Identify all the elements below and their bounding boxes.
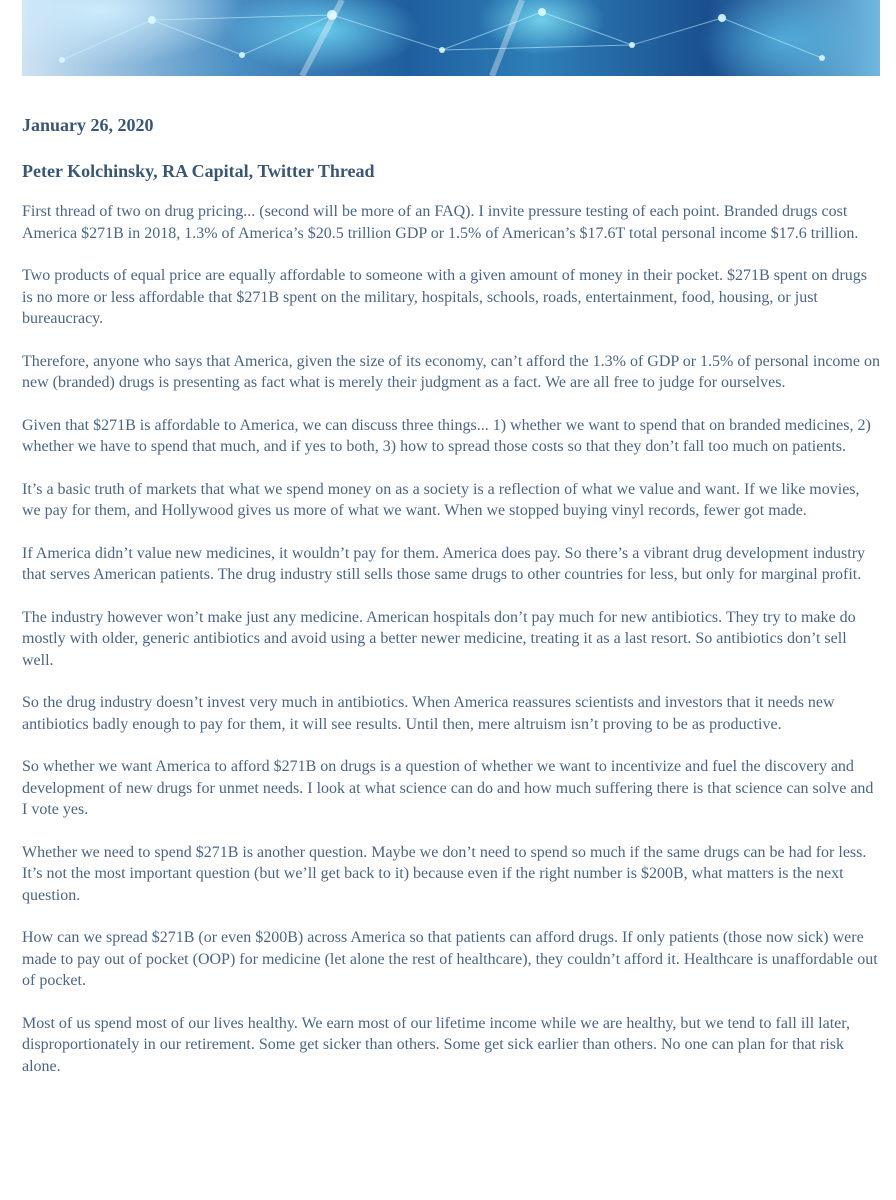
article-date: January 26, 2020 <box>22 115 154 135</box>
paragraph-9: So whether we want America to afford $271B on drugs is a question of whether we want to incentivize and fuel the discovery and development of new drugs for unmet needs. I look at what science can do and how much suffering there is that science can solve and I vote yes. <box>22 758 874 818</box>
paragraph-4: Given that $271B is affordable to America, we can discuss three things... 1) whether we want to spend that on branded medicines, 2) whether we have to spend that much, and if yes to both, 3) how to spread those costs so that they don’t fall too much on patients. <box>22 416 871 455</box>
paragraph-12: Most of us spend most of our lives healthy. We earn most of our lifetime income while we are healthy, but we tend to fall ill later, disproportionately in our retirement. Some get sicker than others. Some get sick earlier than others. No one can plan for that risk alone. <box>22 1014 850 1075</box>
article <box>22 112 880 1077</box>
paragraph-8: So the drug industry doesn’t invest very much in antibiotics. When America reassures scientists and investors that it needs new antibiotics badly enough to pay for them, it will see results. Until then, mere altruism isn’t proving to be as productive. <box>22 694 835 733</box>
paragraph-2: Two products of equal price are equally affordable to someone with a given amount of money in their pocket. $271B spent on drugs is no more or less affordable that $271B spent on the military, hospitals, schools, roads, entertainment, food, housing, or just bureaucracy. <box>22 267 868 327</box>
paragraph-1: First thread of two on drug pricing... (second will be more of an FAQ). I invite pressure testing of each point. Branded drugs cost America $271B in 2018, 1.3% of America’s $20.5 trillion GDP or 1.5% of American’s $17.6T total personal income $17.6 trillion. <box>22 203 859 242</box>
article-title: Peter Kolchinsky, RA Capital, Twitter Thread <box>22 161 375 181</box>
paragraph-7: The industry however won’t make just any medicine. American hospitals don’t pay much for new antibiotics. They try to make do mostly with older, generic antibiotics and avoid using a better newer medicine, treating it as a last resort. So antibiotics don’t sell well. <box>22 608 856 669</box>
paragraph-11: How can we spread $271B (or even $200B) across America so that patients can afford drugs. If only patients (those now sick) were made to pay out of pocket (OOP) for medicine (let alone the rest of healthcare), they couldn’t afford it. Healthcare is unaffordable out of pocket. <box>22 929 878 989</box>
paragraph-3: Therefore, anyone who says that America, given the size of its economy, can’t afford the 1.3% of GDP or 1.5% of personal income on new (branded) drugs is presenting as fact what is merely their judgment as a fact. We are all free to judge for ourselves. <box>22 352 880 391</box>
paragraph-6: If America didn’t value new medicines, it wouldn’t pay for them. America does pay. So there’s a vibrant drug development industry that serves American patients. The drug industry still sells those same drugs to other countries for less, but only for marginal profit. <box>22 544 866 583</box>
molecule-network-graphic <box>22 0 880 76</box>
paragraph-10: Whether we need to spend $271B is another question. Maybe we don’t need to spend so much if the same drugs can be had for less. It’s not the most important question (but we’ll get back to it) because even if the right number is $200B, what matters is the next question. <box>22 843 867 904</box>
paragraph-5: It’s a basic truth of markets that what we spend money on as a society is a reflection of what we value and want. If we like movies, we pay for them, and Hollywood gives us more of what we want. When we stopped buying vinyl records, fewer got made. <box>22 480 860 519</box>
header-banner-image <box>22 0 880 76</box>
